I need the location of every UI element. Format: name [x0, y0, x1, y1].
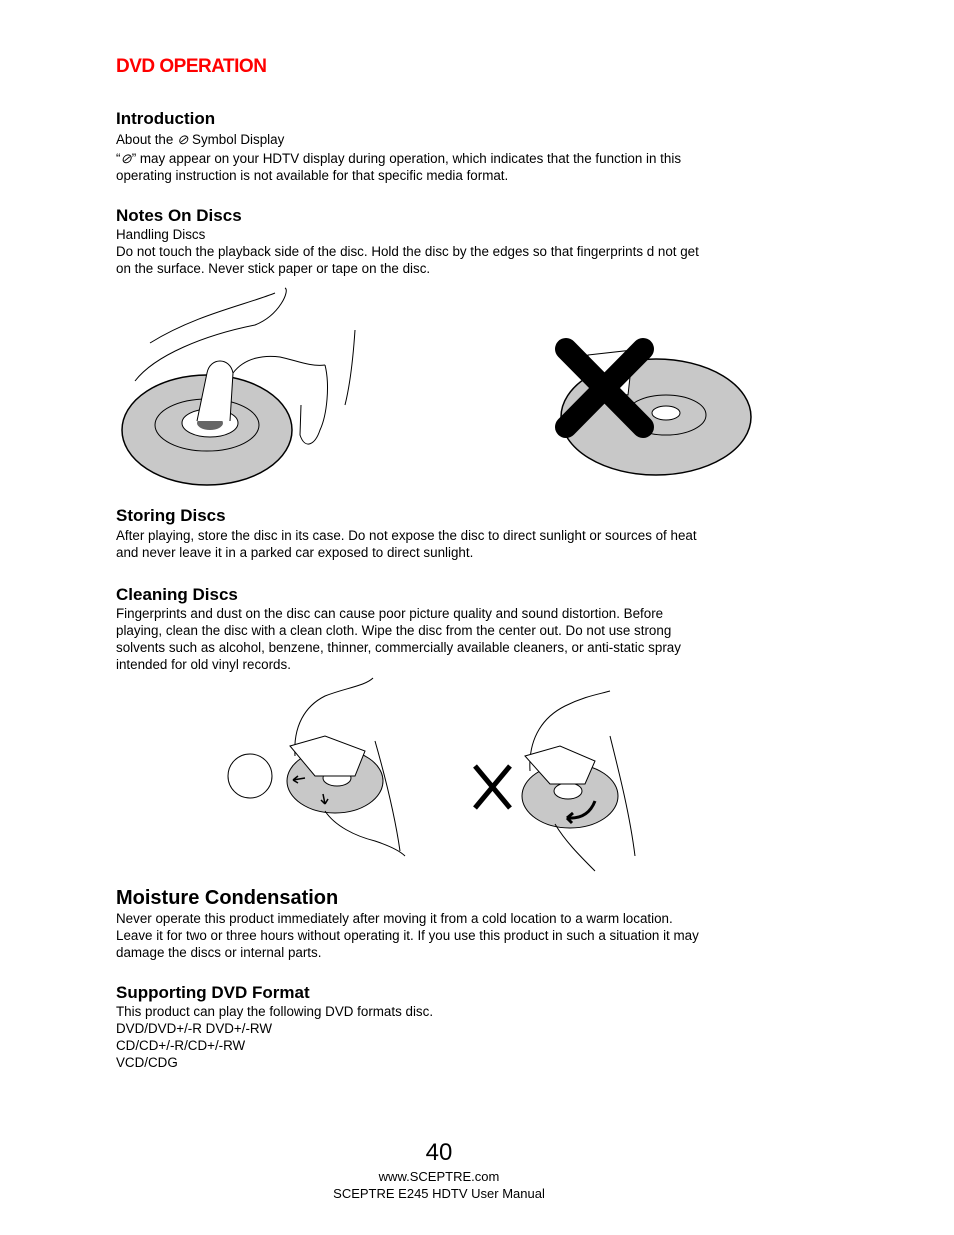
- moisture-heading: Moisture Condensation: [116, 887, 339, 909]
- notes-subheading: Handling Discs: [116, 227, 206, 242]
- footer-manual: SCEPTRE E245 HDTV User Manual: [333, 1186, 545, 1201]
- storing-line-2: and never leave it in a parked car exposed to direct sunlight.: [116, 545, 474, 560]
- notes-paragraph: [116, 226, 766, 277]
- moisture-line-1: Never operate this product immediately after moving it from a cold location to a warm location.: [116, 911, 673, 926]
- cleaning-paragraph: [116, 605, 766, 673]
- cleaning-line-2: playing, clean the disc with a clean cloth. Wipe the disc from the center out. Do not use strong: [116, 623, 672, 638]
- introduction-heading: Introduction: [116, 109, 216, 128]
- page-title: DVD OPERATION: [116, 56, 267, 77]
- disc-handling-wrong-illustration: [548, 335, 758, 495]
- introduction-paragraph: [116, 150, 766, 184]
- page-number: 40: [425, 1139, 453, 1166]
- cleaning-line-1: Fingerprints and dust on the disc can cause poor picture quality and sound distortion. Before: [116, 606, 664, 621]
- moisture-line-3: damage the discs or internal parts.: [116, 945, 322, 960]
- formats-line-1: This product can play the following DVD formats disc.: [116, 1004, 434, 1019]
- correct-circle-icon: [228, 754, 272, 798]
- formats-paragraph: [116, 1003, 766, 1071]
- storing-paragraph: [116, 527, 766, 561]
- notes-heading: Notes On Discs: [116, 206, 242, 225]
- about-symbol-line: [116, 131, 284, 148]
- open-quote: “: [116, 151, 121, 166]
- notes-line-2: on the surface. Never stick paper or tape on the disc.: [116, 261, 431, 276]
- cleaning-line-4: intended for old vinyl records.: [116, 657, 291, 672]
- footer-url: www.SCEPTRE.com: [378, 1169, 500, 1184]
- formats-line-2: DVD/DVD+/-R DVD+/-RW: [116, 1021, 272, 1036]
- prohibited-symbol-icon: ⊘: [177, 132, 189, 147]
- prohibited-symbol-icon: ⊘: [120, 151, 132, 166]
- formats-line-3: CD/CD+/-R/CD+/-RW: [116, 1038, 246, 1053]
- about-suffix: Symbol Display: [188, 132, 285, 147]
- storing-line-1: After playing, store the disc in its case. Do not expose the disc to direct sunlight or sources of heat: [116, 528, 697, 543]
- intro-line-1: ” may appear on your HDTV display during operation, which indicates that the function in this: [131, 151, 682, 166]
- formats-heading: Supporting DVD Format: [116, 983, 310, 1002]
- formats-line-4: VCD/CDG: [116, 1055, 178, 1070]
- disc-cleaning-illustration: [225, 676, 645, 881]
- moisture-paragraph: [116, 910, 766, 961]
- cleaning-line-3: solvents such as alcohol, benzene, thinner, commercially available cleaners, or anti-static spray: [116, 640, 681, 655]
- moisture-line-2: Leave it for two or three hours without operating it. If you use this product in such a situation it may: [116, 928, 699, 943]
- x-letter-icon: [475, 766, 510, 808]
- intro-line-2: operating instruction is not available for that specific media format.: [116, 168, 509, 183]
- disc-handling-correct-illustration: [115, 285, 365, 490]
- storing-heading: Storing Discs: [116, 506, 226, 525]
- notes-line-1: Do not touch the playback side of the disc. Hold the disc by the edges so that fingerprints d not get: [116, 244, 699, 259]
- cleaning-heading: Cleaning Discs: [116, 585, 238, 604]
- about-prefix: About the: [116, 132, 178, 147]
